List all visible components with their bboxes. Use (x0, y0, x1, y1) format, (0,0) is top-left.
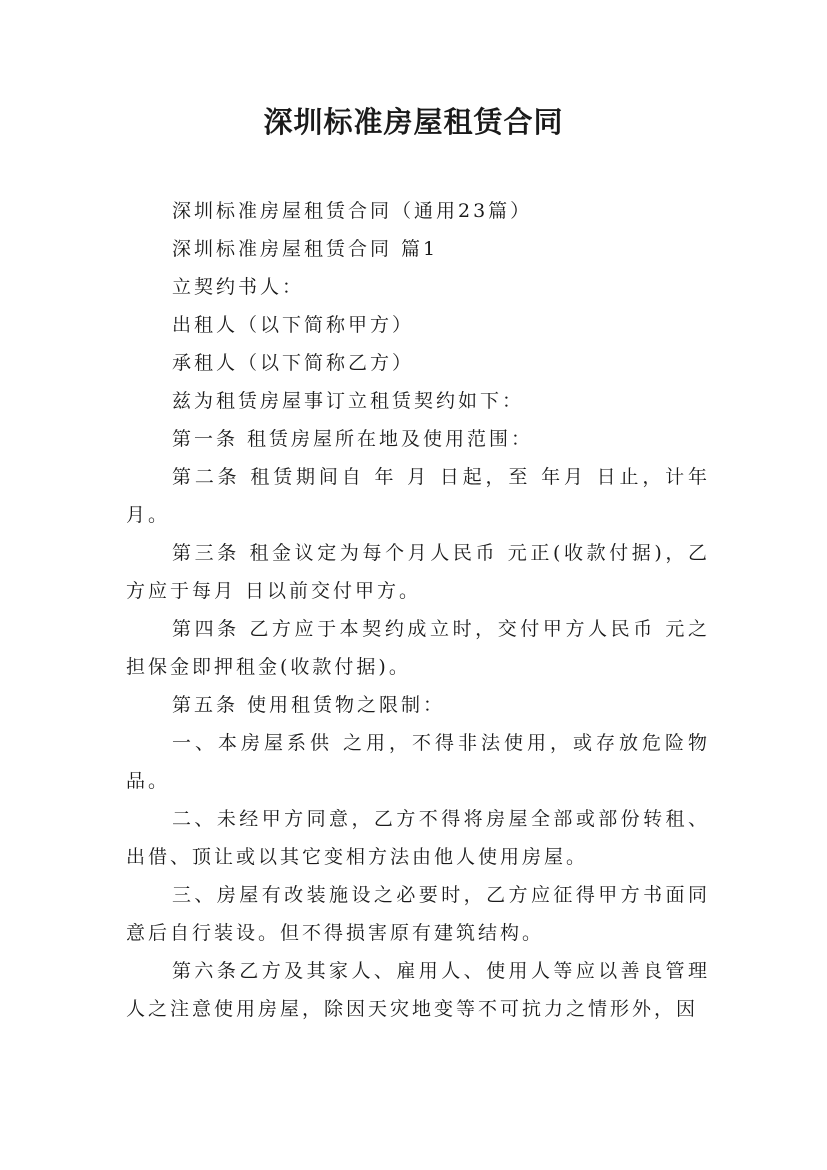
paragraph-article-5-item-3: 三、房屋有改装施设之必要时，乙方应征得甲方书面同意后自行装设。但不得损害原有建筑结构。 (126, 884, 710, 944)
paragraph-article-3: 第三条 租金议定为每个月人民币 元正(收款付据)，乙方应于每月 日以前交付甲方。 (126, 542, 710, 602)
document-body (126, 192, 710, 1028)
paragraph-parties-intro: 立契约书人： (172, 276, 305, 298)
paragraph-article-1: 第一条 租赁房屋所在地及使用范围： (172, 428, 534, 450)
paragraph-subtitle: 深圳标准房屋租赁合同（通用23篇） (172, 200, 533, 222)
paragraph-lessee: 承租人（以下简称乙方） (172, 352, 415, 374)
paragraph-section-heading: 深圳标准房屋租赁合同 篇1 (172, 238, 439, 260)
paragraph-article-5: 第五条 使用租赁物之限制： (172, 694, 446, 716)
paragraph-article-6: 第六条乙方及其家人、雇用人、使用人等应以善良管理人之注意使用房屋，除因天灾地变等不可抗力之情形外，因 (126, 960, 710, 1020)
paragraph-article-2: 第二条 租赁期间自 年 月 日起，至 年月 日止，计年 月。 (126, 466, 710, 526)
paragraph-article-5-item-2: 二、未经甲方同意，乙方不得将房屋全部或部份转租、出借、顶让或以其它变相方法由他人使用房屋。 (126, 808, 710, 868)
paragraph-lessor: 出租人（以下简称甲方） (172, 314, 415, 336)
paragraph-article-4: 第四条 乙方应于本契约成立时，交付甲方人民币 元之担保金即押租金(收款付据)。 (126, 618, 710, 678)
paragraph-preamble: 兹为租赁房屋事订立租赁契约如下： (172, 390, 525, 412)
paragraph-article-5-item-1: 一、本房屋系供 之用，不得非法使用，或存放危险物品。 (126, 732, 710, 792)
document-title: 深圳标准房屋租赁合同 (263, 105, 564, 139)
